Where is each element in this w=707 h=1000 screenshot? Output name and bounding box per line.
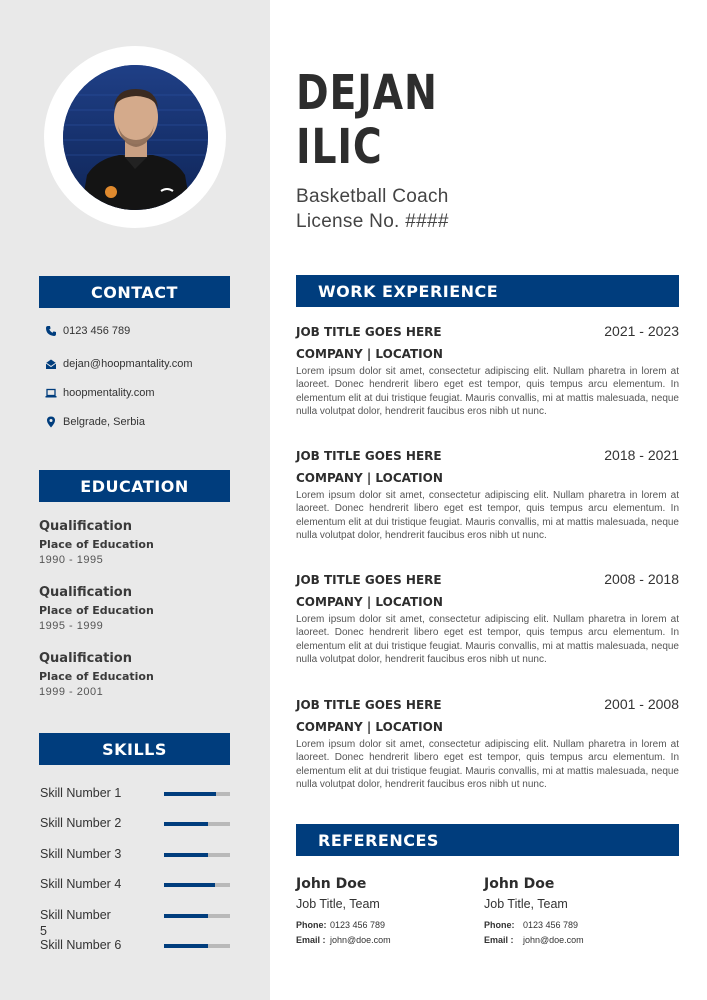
contact-location-text: Belgrade, Serbia	[63, 416, 145, 428]
job-company: COMPANY | LOCATION	[296, 720, 443, 734]
job-dates: 2008 - 2018	[604, 571, 679, 587]
role-block	[296, 184, 449, 234]
job-role: Basketball Coach	[296, 186, 449, 207]
job-entry	[296, 449, 679, 542]
email-label: Email :	[296, 935, 326, 945]
reference-phone	[296, 920, 486, 930]
reference-name: John Doe	[296, 876, 367, 892]
education-qualification: Qualification	[39, 585, 132, 600]
skill-level-fill	[164, 853, 208, 857]
skill-label: Skill Number 3	[40, 847, 122, 861]
profile-photo	[63, 65, 208, 210]
work-experience-heading: WORK EXPERIENCE	[296, 275, 679, 307]
first-name: DEJAN	[296, 65, 438, 121]
job-description: Lorem ipsum dolor sit amet, consectetur adipiscing elit. Nullam pharetra in lorem at laoreet. Donec hendrerit libero eget est tempor, quis tempus arcu elementum. In elementum elit at dui tristique feugiat. Mauris convallis, mi at mattis malesuada, neque nulla volutpat dolor, hendrerit faucibus eros nibh ut nunc.	[296, 490, 679, 541]
laptop-icon	[45, 387, 57, 399]
reference-email-value: john@doe.com	[330, 935, 391, 945]
profile-photo-illustration	[63, 65, 208, 210]
contact-email-text: dejan@hoopmantality.com	[63, 358, 193, 370]
skill-label: Skill Number 6	[40, 938, 122, 952]
skill-level-fill	[164, 792, 216, 796]
job-entry	[296, 573, 679, 666]
phone-icon	[45, 325, 57, 337]
job-description: Lorem ipsum dolor sit amet, consectetur adipiscing elit. Nullam pharetra in lorem at laoreet. Donec hendrerit libero eget est tempor, quis tempus arcu elementum. In elementum elit at dui tristique feugiat. Mauris convallis, mi at mattis malesuada, neque nulla volutpat dolor, hendrerit faucibus eros nibh ut nunc.	[296, 739, 679, 790]
skill-label: Skill Number 2	[40, 816, 122, 830]
skill-level-bar	[164, 914, 230, 918]
job-title: JOB TITLE GOES HERE	[296, 325, 442, 339]
job-title: JOB TITLE GOES HERE	[296, 449, 442, 463]
phone-label: Phone:	[296, 920, 327, 930]
reference-phone-value: 0123 456 789	[330, 920, 386, 930]
last-name: ILIC	[296, 119, 383, 175]
skill-level-bar	[164, 822, 230, 826]
references-heading: REFERENCES	[296, 824, 679, 856]
reference-title: Job Title, Team	[296, 897, 380, 911]
location-pin-icon	[45, 416, 57, 428]
skill-level-bar	[164, 883, 230, 887]
skill-level-bar	[164, 944, 230, 948]
email-label: Email :	[484, 935, 514, 945]
job-dates: 2021 - 2023	[604, 323, 679, 339]
job-dates: 2018 - 2021	[604, 447, 679, 463]
job-entry	[296, 325, 679, 418]
license-number: License No. ####	[296, 211, 449, 232]
job-description: Lorem ipsum dolor sit amet, consectetur adipiscing elit. Nullam pharetra in lorem at laoreet. Donec hendrerit libero eget est tempor, quis tempus arcu elementum. In elementum elit at dui tristique feugiat. Mauris convallis, mi at mattis malesuada, neque nulla volutpat dolor, hendrerit faucibus eros nibh ut nunc.	[296, 366, 679, 417]
reference-email	[484, 935, 674, 945]
phone-label: Phone:	[484, 920, 515, 930]
contact-phone	[45, 325, 130, 337]
skill-level-fill	[164, 914, 208, 918]
reference-title: Job Title, Team	[484, 897, 568, 911]
education-item	[39, 585, 239, 632]
education-place: Place of Education	[39, 670, 154, 683]
contact-heading: CONTACT	[39, 276, 230, 308]
education-heading: EDUCATION	[39, 470, 230, 502]
mail-icon	[45, 358, 57, 370]
full-name	[296, 66, 438, 174]
reference-phone-value: 0123 456 789	[523, 920, 579, 930]
job-description: Lorem ipsum dolor sit amet, consectetur adipiscing elit. Nullam pharetra in lorem at laoreet. Donec hendrerit libero eget est tempor, quis tempus arcu elementum. In elementum elit at dui tristique feugiat. Mauris convallis, mi at mattis malesuada, neque nulla volutpat dolor, hendrerit faucibus eros nibh ut nunc.	[296, 614, 679, 665]
skill-level-fill	[164, 944, 208, 948]
skill-label: Skill Number 4	[40, 877, 122, 891]
education-item	[39, 519, 239, 566]
reference-name: John Doe	[484, 876, 555, 892]
contact-phone-text: 0123 456 789	[63, 325, 131, 337]
reference-phone	[484, 920, 674, 930]
job-dates: 2001 - 2008	[604, 696, 679, 712]
skill-label: Skill Number 5	[40, 908, 111, 938]
skill-label: Skill Number 1	[40, 786, 122, 800]
education-years: 1999 - 2001	[39, 686, 104, 698]
skills-heading: SKILLS	[39, 733, 230, 765]
education-item	[39, 651, 239, 698]
job-title: JOB TITLE GOES HERE	[296, 698, 442, 712]
skill-level-fill	[164, 822, 208, 826]
reference-card	[296, 876, 486, 945]
reference-card	[484, 876, 674, 945]
job-company: COMPANY | LOCATION	[296, 595, 443, 609]
education-place: Place of Education	[39, 538, 154, 551]
job-company: COMPANY | LOCATION	[296, 347, 443, 361]
reference-email-value: john@doe.com	[523, 935, 584, 945]
skill-level-fill	[164, 883, 215, 887]
education-years: 1990 - 1995	[39, 554, 104, 566]
job-title: JOB TITLE GOES HERE	[296, 573, 442, 587]
job-entry	[296, 698, 679, 791]
contact-website-text: hoopmentality.com	[63, 387, 155, 399]
education-years: 1995 - 1999	[39, 620, 104, 632]
contact-location	[45, 416, 145, 428]
skill-level-bar	[164, 853, 230, 857]
job-company: COMPANY | LOCATION	[296, 471, 443, 485]
education-qualification: Qualification	[39, 519, 132, 534]
education-place: Place of Education	[39, 604, 154, 617]
education-qualification: Qualification	[39, 651, 132, 666]
contact-email	[45, 358, 193, 370]
reference-email	[296, 935, 486, 945]
skill-level-bar	[164, 792, 230, 796]
contact-website	[45, 387, 155, 399]
